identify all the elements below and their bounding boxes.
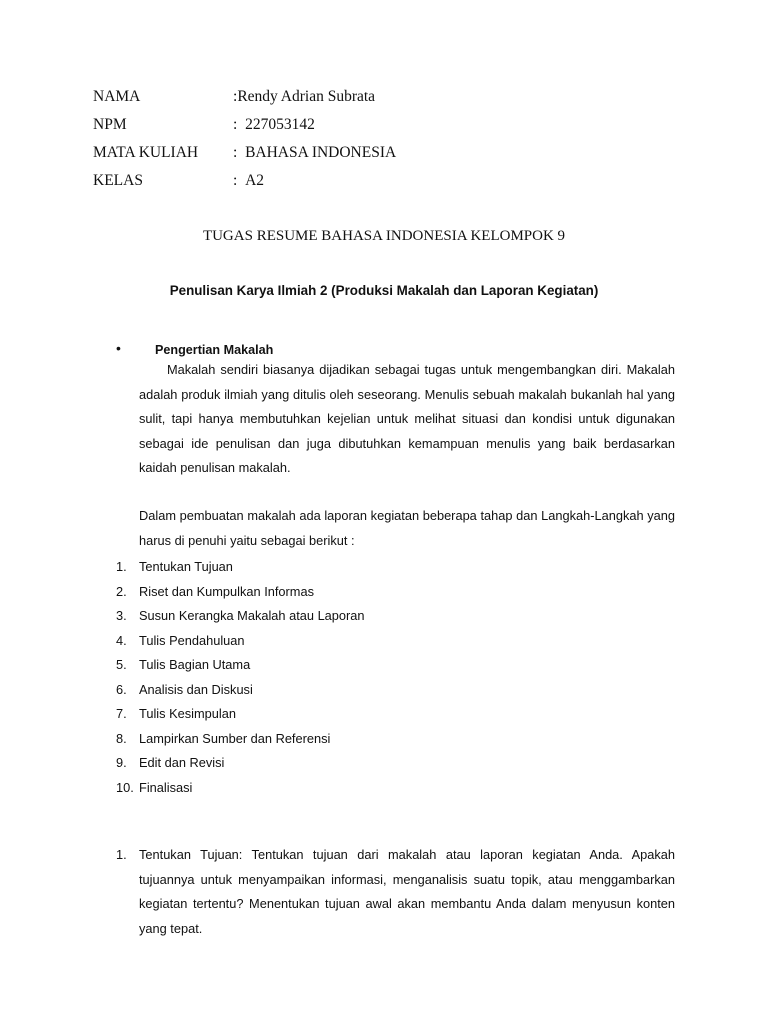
document-title: TUGAS RESUME BAHASA INDONESIA KELOMPOK 9 [202,228,566,244]
list-item-number: 4. [116,632,127,648]
class-value: A2 [245,172,265,189]
list-item-text: Finalisasi [139,779,193,795]
list-item-text: Susun Kerangka Makalah atau Laporan [139,608,365,623]
list-item [116,678,676,702]
paragraph-definition [139,358,675,481]
bullet-icon: • [116,340,121,356]
list-item-number: 6. [116,681,127,697]
list-item-number: 3. [116,608,127,623]
list-item-number: 1. [116,559,127,574]
npm-row [93,116,315,134]
list-item-number: 5. [116,657,127,672]
npm-separator: : [233,116,246,133]
detail-item-text: Tentukan Tujuan: Tentukan tujuan dari makalah atau laporan kegiatan Anda. Apakah tujuannya untuk menyampaikan informasi, menganalisis suatu topik, atau menggambarkan kegiatan tertentu? Menentukan tujuan awal akan membantu Anda dalam menyusun konten yang tepat. [139,847,675,936]
paragraph-steps-intro [139,504,675,553]
section-heading: Pengertian Makalah [155,343,274,357]
course-row [93,144,396,162]
list-item-text: Tentukan Tujuan [139,559,233,574]
list-item-number: 2. [116,583,127,599]
npm-label: NPM [93,116,127,133]
list-item [116,751,676,775]
name-separator: : [233,88,238,105]
list-item [116,702,676,726]
class-separator: : [233,172,246,189]
list-item [116,727,676,751]
list-item-text: Tulis Bagian Utama [139,657,251,672]
list-item [116,604,676,628]
list-item [116,653,676,677]
course-label: MATA KULIAH [93,144,199,161]
list-item-text: Analisis dan Diskusi [139,681,253,697]
name-row [93,88,375,106]
list-item-number: 8. [116,730,127,746]
detail-item-number: 1. [116,847,127,862]
course-separator: : [233,144,246,161]
list-item [116,629,676,653]
npm-value: 227053142 [245,116,315,133]
list-item [116,776,676,800]
name-value: Rendy Adrian Subrata [237,88,376,105]
course-value: BAHASA INDONESIA [245,144,397,161]
list-item-text: Tulis Pendahuluan [139,632,245,648]
class-row [93,172,264,190]
list-item-text: Lampirkan Sumber dan Referensi [139,730,331,746]
list-item-number: 10. [116,779,134,795]
list-item-text: Riset dan Kumpulkan Informas [139,583,314,599]
class-label: KELAS [93,172,143,189]
list-item-number: 7. [116,706,127,721]
list-item-text: Edit dan Revisi [139,755,225,770]
document-subtitle: Penulisan Karya Ilmiah 2 (Produksi Makalah dan Laporan Kegiatan) [169,283,599,298]
list-item-number: 9. [116,755,127,770]
paragraph-steps-intro-text: Dalam pembuatan makalah ada laporan kegiatan beberapa tahap dan Langkah-Langkah yang harus di penuhi yaitu sebagai berikut : [139,508,675,548]
list-item [116,555,676,579]
list-item-text: Tulis Kesimpulan [139,706,236,721]
paragraph-definition-text: Makalah sendiri biasanya dijadikan sebagai tugas untuk mengembangkan diri. Makalah adalah produk ilmiah yang ditulis oleh seseorang. Menulis sebuah makalah bukanlah hal yang sulit, tapi hanya membutuhkan kejelian untuk melihat situasi dan kondisi untuk digunakan sebagai ide penulisan dan juga dibutuhkan kemampuan menulis yang baik berdasarkan kaidah penulisan makalah. [139,362,675,475]
name-label: NAMA [93,88,141,105]
list-item [116,580,676,604]
